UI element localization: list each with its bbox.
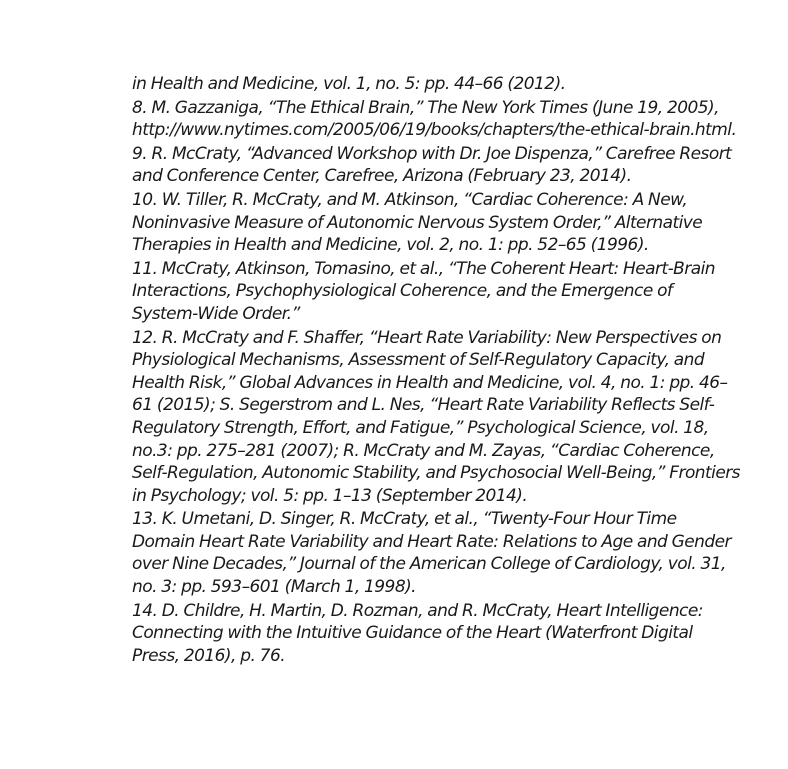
reference-item: 13. K. Umetani, D. Singer, R. McCraty, et al., “Twenty-Four Hour Time Domain Heart Rate Variability and Heart Rate: Relations to Age and Gender over Nine Decades,” Journal of the American College of Cardiology, vol. 31, no. 3: pp. 593–601 (March 1, 1998). — [132, 509, 731, 598]
reference-item: 12. R. McCraty and F. Shaffer, “Heart Rate Variability: New Perspectives on Physiological Mechanisms, Assessment of Self-Regulatory Capacity, and Health Risk,” Global Advances in Health and Medicine, vol. 4, no. 1: pp. 46–61 (2015); S. Segerstrom and L. Nes, “Heart Rate Variability Reflects Self-Regulatory Strength, Effort, and Fatigue,” Psychological Science, vol. 18, no.3: pp. 275–281 (2007); R. McCraty and M. Zayas, “Cardiac Coherence, Self-Regulation, Autonomic Stability, and Psychosocial Well-Being,” Frontiers in Psychology; vol. 5: pp. 1–13 (September 2014). — [132, 327, 740, 506]
reference-item: 14. D. Childre, H. Martin, D. Rozman, and R. McCraty, Heart Intelligence: Connecting with the Intuitive Guidance of the Heart (Waterfront Digital Press, 2016), p. 76. — [132, 600, 703, 666]
reference-item: 11. McCraty, Atkinson, Tomasino, et al., “The Coherent Heart: Heart-Brain Interactions, Psychophysiological Coherence, and the Emergence of System-Wide Order.” — [132, 258, 715, 324]
reference-list — [132, 73, 742, 667]
reference-item: in Health and Medicine, vol. 1, no. 5: pp. 44–66 (2012). — [132, 74, 566, 94]
reference-item: 9. R. McCraty, “Advanced Workshop with Dr. Joe Dispenza,” Carefree Resort and Conference Center, Carefree, Arizona (February 23, 2014). — [132, 143, 732, 187]
reference-item: 10. W. Tiller, R. McCraty, and M. Atkinson, “Cardiac Coherence: A New, Noninvasive Measure of Autonomic Nervous System Order,” Alternative Therapies in Health and Medicine, vol. 2, no. 1: pp. 52–65 (1996). — [132, 189, 703, 256]
reference-item: 8. M. Gazzaniga, “The Ethical Brain,” The New York Times (June 19, 2005), http://www.nytimes.com/2005/06/19/books/chapters/the-ethical-brain.html. — [132, 97, 737, 141]
